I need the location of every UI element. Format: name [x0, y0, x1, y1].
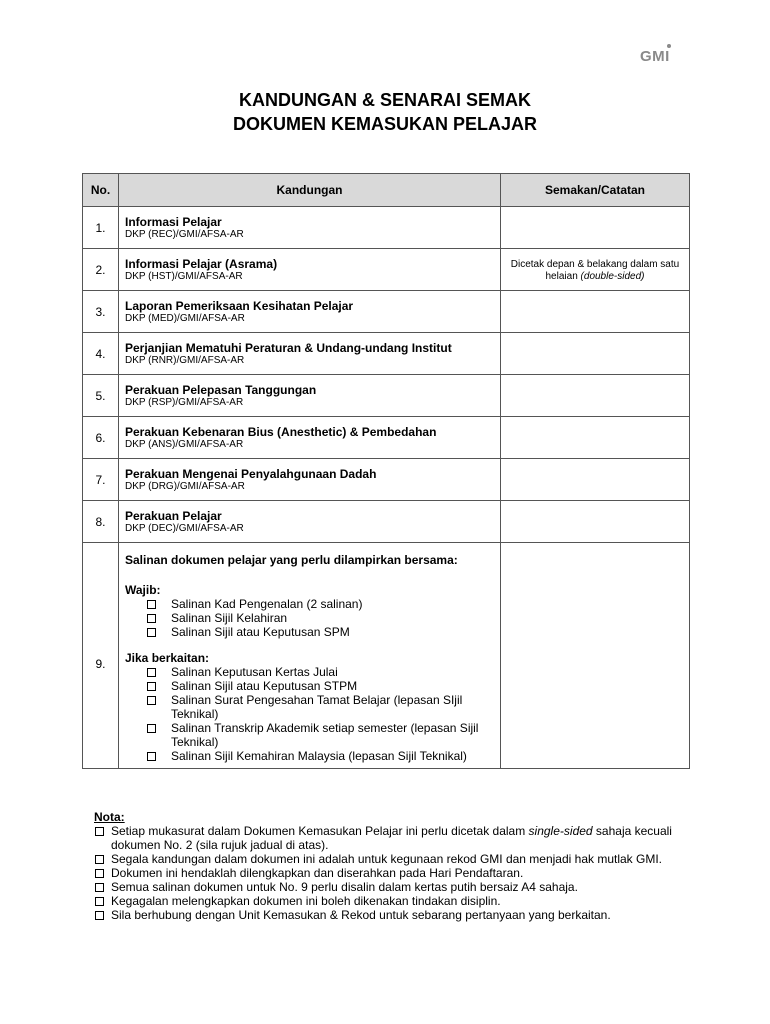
page-title — [0, 88, 770, 136]
list-item — [94, 866, 684, 880]
row-number: 1. — [83, 207, 119, 249]
checkbox-icon — [95, 827, 104, 836]
row-number: 4. — [83, 333, 119, 375]
note-text: sahaja kecuali dokumen No. 2 (sila rujuk jadual di atas). — [111, 824, 672, 852]
note-italic: single-sided — [528, 824, 593, 838]
item-code: DKP (DEC)/GMI/AFSA-AR — [125, 523, 244, 534]
row-number: 8. — [83, 501, 119, 543]
notes-heading: Nota: — [94, 810, 125, 824]
item-code: DKP (RNR)/GMI/AFSA-AR — [125, 355, 245, 366]
checkbox-icon — [147, 696, 156, 705]
item-code: DKP (RSP)/GMI/AFSA-AR — [125, 397, 244, 408]
row-note — [501, 207, 690, 249]
checkbox-icon — [147, 600, 156, 609]
list-item — [147, 721, 496, 749]
list-item-text: Salinan Sijil atau Keputusan STPM — [171, 679, 358, 693]
item-title: Informasi Pelajar (Asrama) — [125, 257, 278, 271]
list-item-text: Salinan Sijil atau Keputusan SPM — [171, 625, 350, 639]
row-content — [119, 207, 501, 249]
mandatory-list — [125, 597, 496, 639]
notes-section — [94, 810, 684, 922]
row-note — [501, 543, 690, 769]
checkbox-icon — [95, 911, 104, 920]
row-content — [119, 501, 501, 543]
header-no: No. — [83, 174, 119, 207]
list-item — [147, 665, 496, 679]
note-text: Semua salinan dokumen untuk No. 9 perlu disalin dalam kertas putih bersaiz A4 sahaja. — [111, 880, 578, 894]
title-line-1: KANDUNGAN & SENARAI SEMAK — [238, 90, 531, 110]
logo-dot-icon — [667, 44, 671, 48]
list-item — [147, 679, 496, 693]
list-item-text: Salinan Keputusan Kertas Julai — [171, 665, 338, 679]
checkbox-icon — [147, 668, 156, 677]
checklist-table — [82, 173, 690, 769]
note-text: Dicetak depan & belakang dalam satu helaian — [510, 259, 680, 282]
note-text: Segala kandungan dalam dokumen ini adalah untuk kegunaan rekod GMI dan menjadi hak mutlak GMI. — [111, 852, 663, 866]
checkbox-icon — [95, 855, 104, 864]
row-number: 7. — [83, 459, 119, 501]
checkbox-icon — [95, 869, 104, 878]
row-number: 6. — [83, 417, 119, 459]
row-content — [119, 291, 501, 333]
row-content — [119, 417, 501, 459]
note-text: Dokumen ini hendaklah dilengkapkan dan diserahkan pada Hari Pendaftaran. — [111, 866, 524, 880]
list-item-text: Salinan Sijil Kemahiran Malaysia (lepasan Sijil Teknikal) — [171, 749, 467, 763]
row-note — [501, 249, 690, 291]
row-note — [501, 459, 690, 501]
checkbox-icon — [147, 628, 156, 637]
title-line-2: DOKUMEN KEMASUKAN PELAJAR — [232, 114, 537, 134]
table-row — [83, 543, 690, 769]
item-title: Perakuan Mengenai Penyalahgunaan Dadah — [125, 467, 377, 481]
item-code: DKP (DRG)/GMI/AFSA-AR — [125, 481, 245, 492]
note-text: Sila berhubung dengan Unit Kemasukan & Rekod untuk sebarang pertanyaan yang berkaitan. — [111, 908, 611, 922]
checkbox-icon — [95, 883, 104, 892]
list-item-text: Salinan Surat Pengesahan Tamat Belajar (lepasan SIjil Teknikal) — [171, 693, 463, 721]
table-row — [83, 207, 690, 249]
list-item — [147, 625, 496, 639]
item-title: Perjanjian Mematuhi Peraturan & Undang-undang Institut — [125, 341, 452, 355]
list-item — [94, 824, 684, 852]
list-item — [147, 749, 496, 763]
list-item — [94, 894, 684, 908]
row-number: 2. — [83, 249, 119, 291]
table-row — [83, 249, 690, 291]
note-text: Setiap mukasurat dalam Dokumen Kemasukan Pelajar ini perlu dicetak dalam — [111, 824, 529, 838]
mandatory-label: Wajib: — [125, 583, 161, 597]
notes-list — [94, 824, 684, 922]
item-title: Perakuan Pelepasan Tanggungan — [125, 383, 317, 397]
list-item-text: Salinan Transkrip Akademik setiap semester (lepasan Sijil Teknikal) — [171, 721, 479, 749]
checkbox-icon — [147, 682, 156, 691]
table-row — [83, 333, 690, 375]
table-row — [83, 501, 690, 543]
table-row — [83, 291, 690, 333]
logo-text: GMI — [640, 48, 670, 65]
item-title: Perakuan Kebenaran Bius (Anesthetic) & Pembedahan — [125, 425, 437, 439]
note-italic: (double-sided) — [580, 271, 645, 282]
row-note — [501, 291, 690, 333]
item-code: DKP (HST)/GMI/AFSA-AR — [125, 271, 243, 282]
gmi-logo — [640, 48, 670, 65]
list-item — [94, 852, 684, 866]
list-item — [147, 693, 496, 721]
row-content — [119, 375, 501, 417]
row-note — [501, 501, 690, 543]
row-number: 9. — [83, 543, 119, 769]
row-note — [501, 417, 690, 459]
row-number: 5. — [83, 375, 119, 417]
attachments-heading: Salinan dokumen pelajar yang perlu dilampirkan bersama: — [125, 553, 458, 567]
list-item — [147, 597, 496, 611]
table-row — [83, 375, 690, 417]
item-code: DKP (ANS)/GMI/AFSA-AR — [125, 439, 244, 450]
item-title: Laporan Pemeriksaan Kesihatan Pelajar — [125, 299, 354, 313]
row-content — [119, 333, 501, 375]
item-code: DKP (REC)/GMI/AFSA-AR — [125, 229, 244, 240]
item-code: DKP (MED)/GMI/AFSA-AR — [125, 313, 245, 324]
checkbox-icon — [95, 897, 104, 906]
table-header-row — [83, 174, 690, 207]
conditional-list — [125, 665, 496, 763]
row-note — [501, 375, 690, 417]
list-item — [147, 611, 496, 625]
row-note — [501, 333, 690, 375]
checkbox-icon — [147, 752, 156, 761]
table-row — [83, 459, 690, 501]
item-title: Informasi Pelajar — [125, 215, 222, 229]
item-title: Perakuan Pelajar — [125, 509, 222, 523]
checkbox-icon — [147, 614, 156, 623]
header-content: Kandungan — [119, 174, 501, 207]
table-row — [83, 417, 690, 459]
header-notes: Semakan/Catatan — [501, 174, 690, 207]
list-item — [94, 908, 684, 922]
note-text: Kegagalan melengkapkan dokumen ini boleh dikenakan tindakan disiplin. — [111, 894, 501, 908]
list-item — [94, 880, 684, 894]
conditional-label: Jika berkaitan: — [125, 651, 210, 665]
list-item-text: Salinan Kad Pengenalan (2 salinan) — [171, 597, 363, 611]
checkbox-icon — [147, 724, 156, 733]
row-number: 3. — [83, 291, 119, 333]
list-item-text: Salinan Sijil Kelahiran — [171, 611, 288, 625]
row-content — [119, 543, 501, 769]
row-content — [119, 249, 501, 291]
row-content — [119, 459, 501, 501]
